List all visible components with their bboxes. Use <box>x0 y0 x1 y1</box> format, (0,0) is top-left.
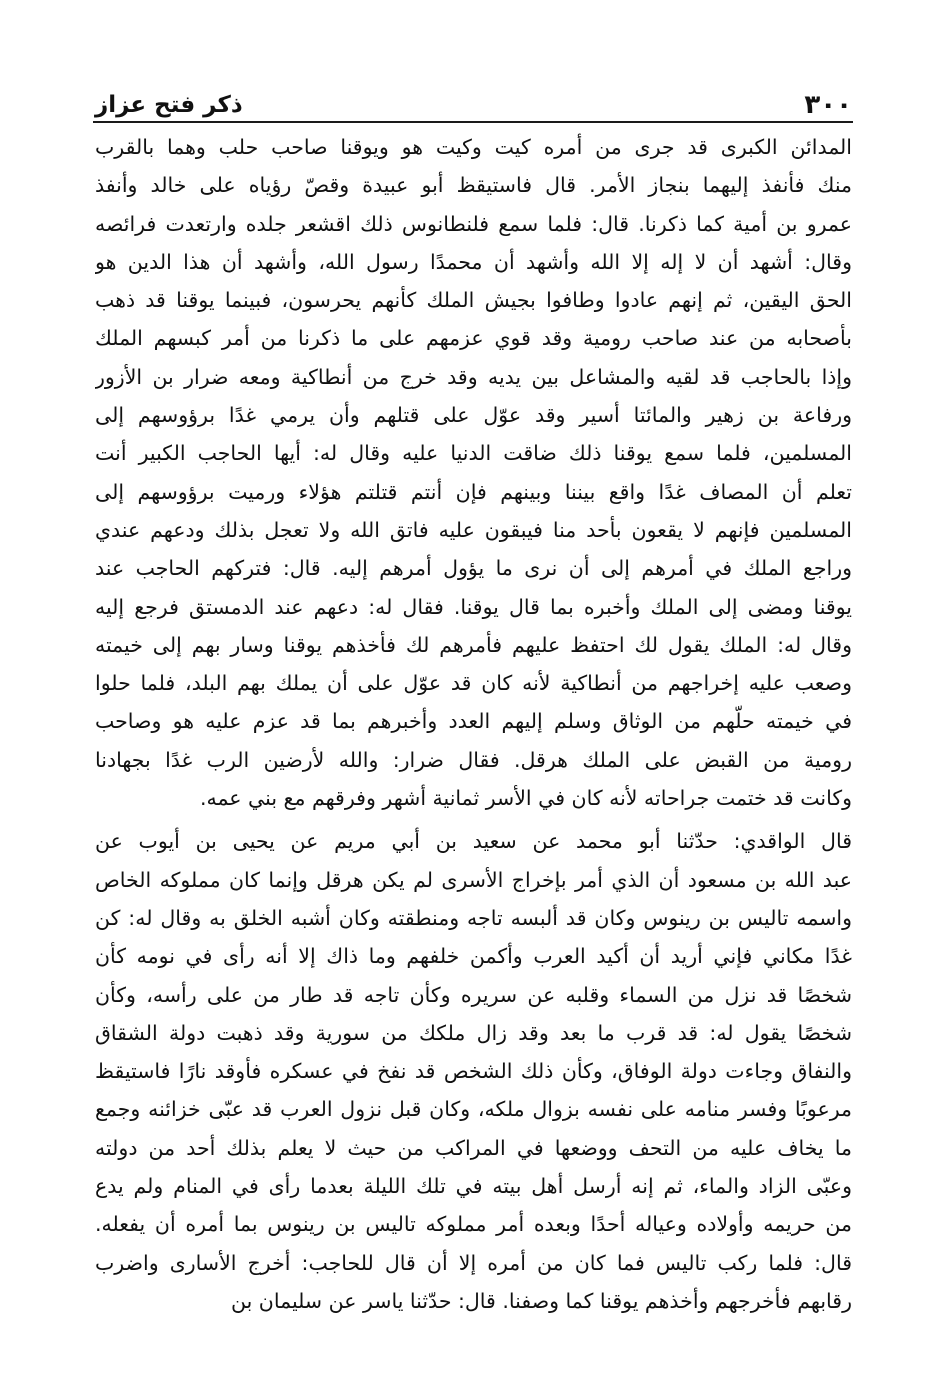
text-line: ما يخاف عليه من التحف ووضعها في المراكب من حيث لا يعلم بذلك أحد من دولته <box>95 1135 852 1160</box>
text-line: يوقنا ومضى إلى الملك وأخبره بما قال يوقنا. فقال له: دعهم عند الدمستق فرجع إليه <box>95 594 852 619</box>
text-line: مرعوبًا وفسر منامه على نفسه بزوال ملكه، وكان قبل نزول العرب قد عبّى خزائنه وجمع <box>95 1097 852 1122</box>
text-line: والنفاق وجاءت دولة الوفاق، وكأن ذلك الشخص قد نفخ في عسكره فأوقد نارًا فاستيقظ <box>95 1059 852 1084</box>
text-line: ورفاعة بن زهير والمائتا أسير وقد عوّل على قتلهم وأن يرمي غدًا برؤوسهم إلى <box>95 403 852 428</box>
paragraph <box>95 822 852 1320</box>
text-line: تعلم أن المصاف غدًا واقع بيننا وبينهم فإن أنتم قتلتم هؤلاء ورميت برؤوسهم إلى <box>95 479 852 504</box>
running-title: ذكر فتح عزاز <box>95 92 243 118</box>
text-line: رقابهم فأخرجهم وأخذهم يوقنا كما وصفنا. قال: حدّثنا ياسر عن سليمان بن <box>230 1288 852 1313</box>
text-line: من حريمه وأولاده وعياله أحدًا وبعده أمر مملوكه تاليس بن رينوس بما أمره أن يفعله. <box>95 1212 852 1237</box>
text-line: غدًا مكاني فإني أريد أن أكيد العرب وأكمن خلفهم وما ذاك إلا أنه رأى في نومه كأن <box>95 944 852 969</box>
text-line: المدائن الكبرى قد جرى من أمره كيت وكيت هو ويوقنا صاحب حلب وهما بالقرب <box>95 135 852 159</box>
text-line: المسلمين فإنهم لا يقعون بأحد منا فيبقون عليه فاتق الله ولا تعجل بذلك ودعهم عندي <box>95 517 852 542</box>
text-line: بأصحابه من عند صاحب رومية وقد قوي عزمهم على ما ذكرنا من أمر كبسهم الملك <box>95 326 852 351</box>
header-divider <box>93 121 853 123</box>
text-line: المسلمين، فلما سمع يوقنا ذلك ضاقت الدنيا عليه وقال له: أيها الحاجب الكبير أنت <box>95 441 852 466</box>
text-line: وراجع الملك في أمرهم إلى أن نرى ما يؤول أمرهم إليه. قال: فتركهم الحاجب عند <box>95 556 852 581</box>
text-line: وقال له: الملك يقول لك احتفظ عليهم فأمرهم لك فأخذهم يوقنا وسار بهم إلى خيمته <box>95 632 852 657</box>
text-line: منك فأنفذ إليهما بنجاز الأمر. قال فاستيقظ أبو عبيدة وقصّ رؤياه على خالد وأنفذ <box>95 173 852 198</box>
body-text <box>95 128 852 1320</box>
text-line: وصعب عليه إخراجهم من أنطاكية لأنه كان قد عوّل على أن يملك بهم البلد، فلما حلوا <box>95 671 852 696</box>
page-header <box>95 80 852 120</box>
text-line: رومية من القبض على الملك هرقل. فقال ضرار: والله لأرضين الرب غدًا بجهادنا <box>95 747 852 772</box>
text-line: قال: فلما ركب تاليس فما كان من أمره إلا أن قال للحاجب: أخرج الأسارى واضرب <box>95 1250 852 1275</box>
text-line: واسمه تاليس بن رينوس وكان قد ألبسه تاجه ومنطقته وكان أشبه الخلق به وقال له: كن <box>95 905 852 930</box>
text-line: قال الواقدي: حدّثنا أبو محمد عن سعيد بن أبي مريم عن يحيى بن أيوب عن <box>95 829 852 854</box>
page-number: ٣٠٠ <box>804 90 852 120</box>
text-line: وكانت قد ختمت جراحاته لأنه كان في الأسر ثمانية أشهر وفرقهم مع بني عمه. <box>199 786 852 811</box>
text-line: وإذا بالحاجب قد لقيه والمشاعل بين يديه وقد خرج من أنطاكية ومعه ضرار بن الأزور <box>95 364 852 389</box>
text-line: الحق اليقين، ثم إنهم عادوا وطافوا بجيش الملك كأنهم يحرسون، فبينما يوقنا قد ذهب <box>95 288 852 313</box>
text-line: وعبّى الزاد والماء، ثم إنه أرسل أهل بيته في تلك الليلة بعدما رأى في المنام ولم يدع <box>95 1174 852 1199</box>
paragraph <box>95 128 852 817</box>
text-line: عبد الله بن مسعود أن الذي أمر بإخراج الأسرى لم يكن هرقل وإنما كان مملوكه الخاص <box>95 867 852 892</box>
text-line: وقال: أشهد أن لا إله إلا الله وأشهد أن محمدًا رسول الله، وأشهد أن هذا الدين هو <box>95 249 852 274</box>
text-line: شخصًا قد نزل من السماء وقلبه عن سريره وكأن تاجه قد طار من على رأسه، وكأن <box>95 982 852 1007</box>
text-line: شخصًا يقول له: قد قرب ما بعد وقد زال ملكك من سورية وقد ذهبت دولة الشقاق <box>95 1020 852 1045</box>
text-line: عمرو بن أمية كما ذكرنا. قال: فلما سمع فلنطانوس ذلك اقشعر جلده وارتعدت فرائصه <box>95 211 852 236</box>
text-line: في خيمته حلّهم من الوثاق وسلم إليهم العدد وأخبرهم بما قد عزم عليه هو وصاحب <box>95 709 852 734</box>
